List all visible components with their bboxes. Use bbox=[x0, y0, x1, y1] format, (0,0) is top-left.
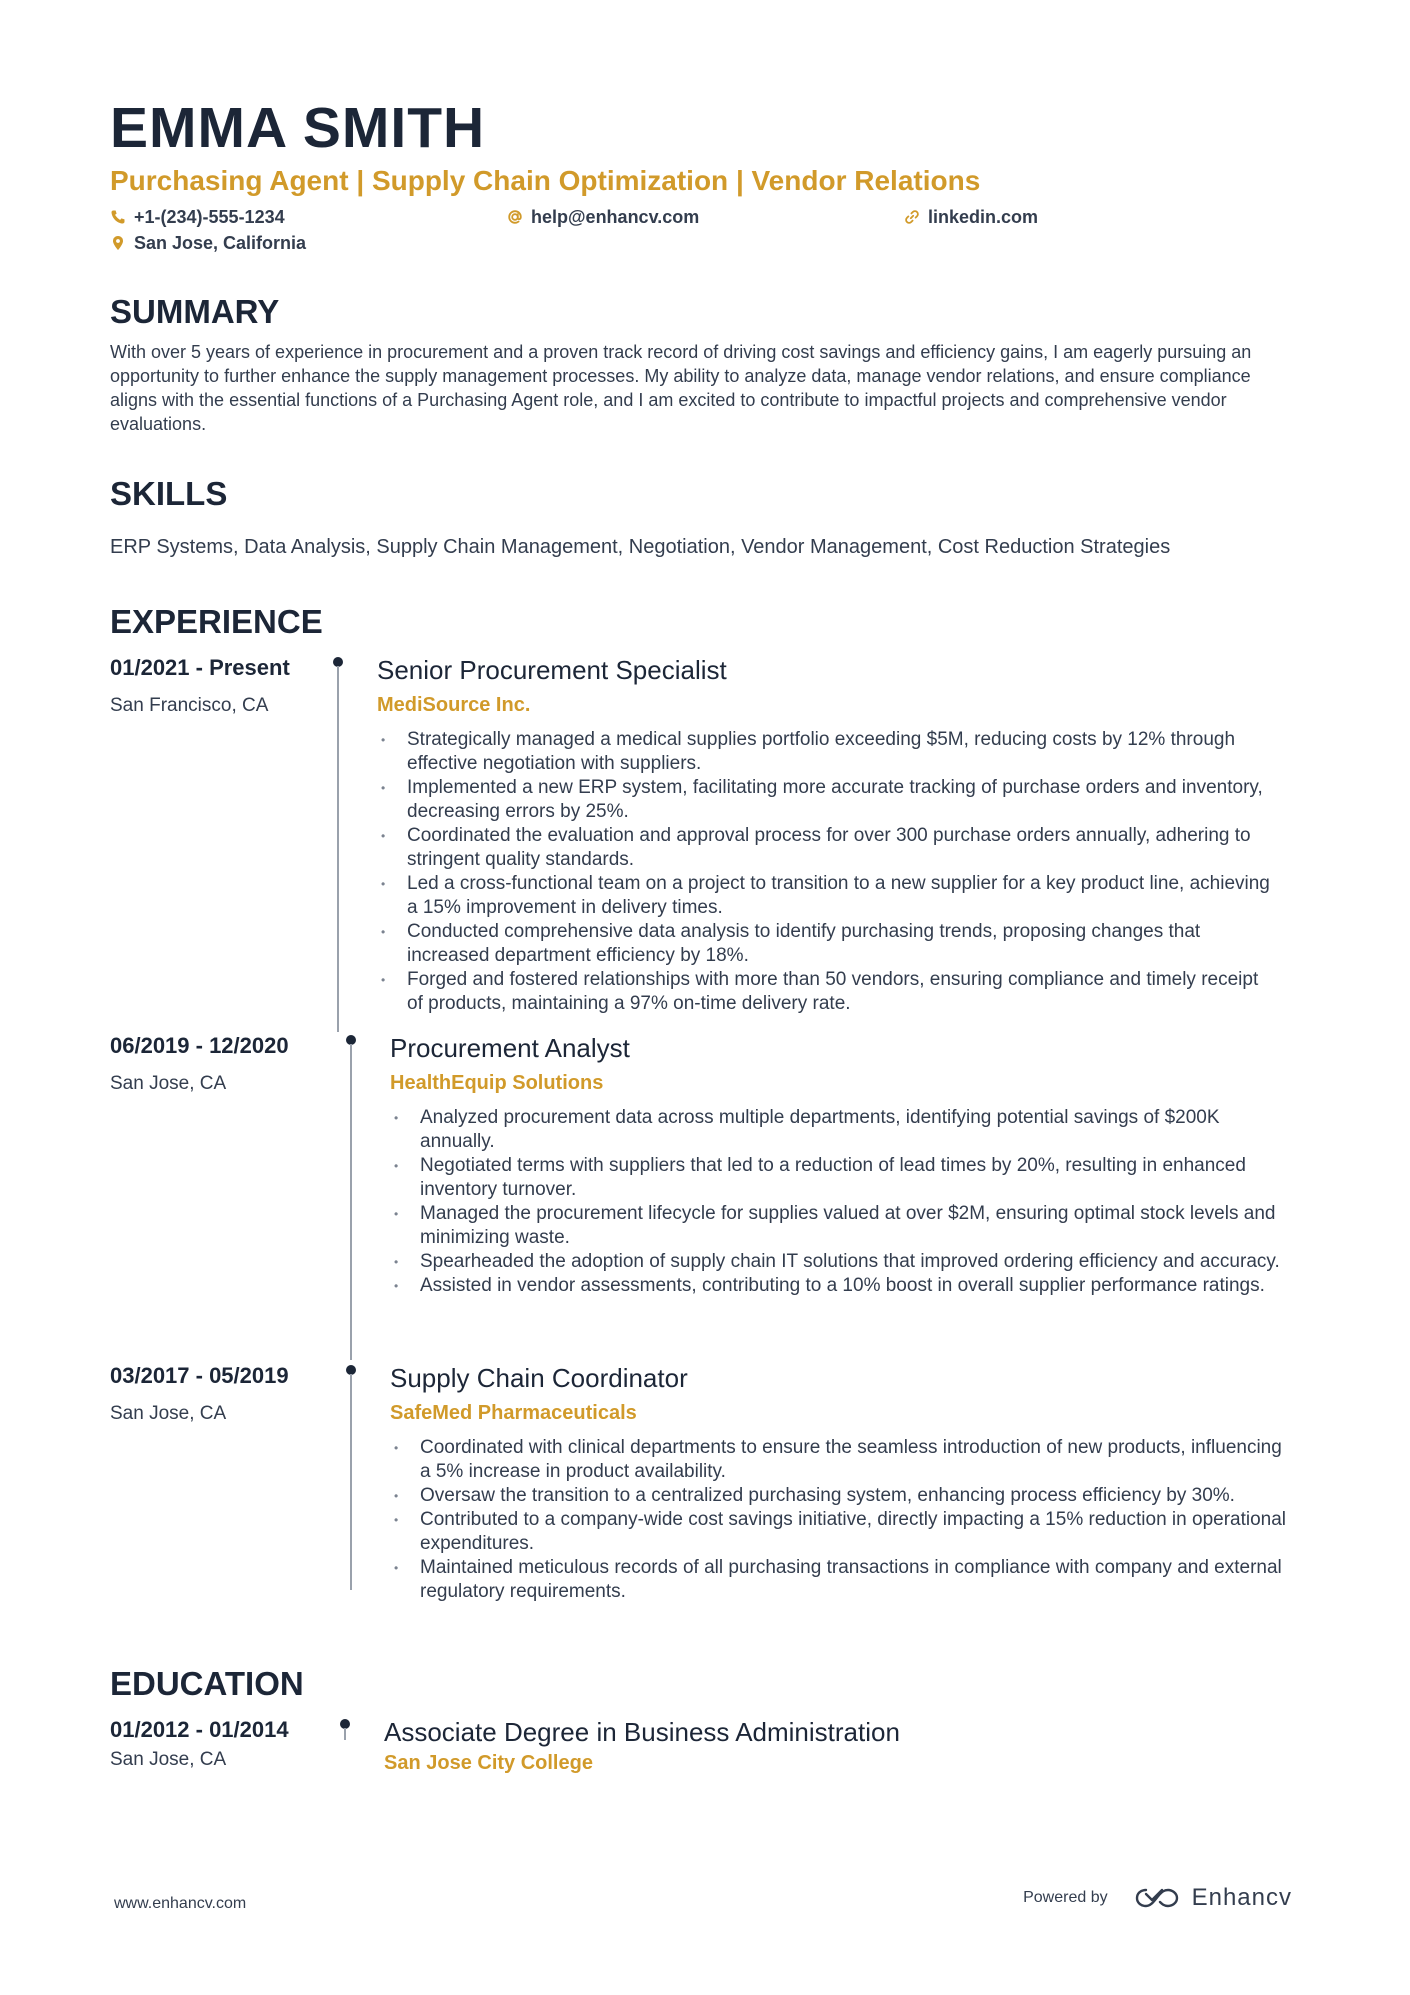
achievement-item: • Maintained meticulous records of all purchasing transactions in compliance with company and external regulatory requirements. bbox=[390, 1556, 1290, 1604]
summary-title: SUMMARY bbox=[110, 293, 280, 330]
entry-date: 03/2017 - 05/2019 bbox=[110, 1363, 289, 1388]
entry-meta bbox=[110, 1362, 330, 1426]
experience-entry bbox=[110, 1032, 1300, 1362]
achievement-item: • Strategically managed a medical supplies portfolio exceeding $5M, reducing costs by 12% through effective negotiation with suppliers. bbox=[377, 728, 1277, 776]
location-pin-icon bbox=[110, 235, 126, 251]
achievement-item: • Spearheaded the adoption of supply chain IT solutions that improved ordering efficiency and accuracy. bbox=[390, 1250, 1290, 1274]
entry-location: San Jose, CA bbox=[110, 1403, 227, 1424]
achievement-item: • Coordinated with clinical departments to ensure the seamless introduction of new products, influencing a 5% increase in product availability. bbox=[390, 1436, 1290, 1484]
email-address: help@enhancv.com bbox=[531, 207, 700, 227]
company-name: SafeMed Pharmaceuticals bbox=[390, 1402, 637, 1424]
job-title: Senior Procurement Specialist bbox=[377, 655, 727, 685]
company-name: HealthEquip Solutions bbox=[390, 1072, 604, 1094]
entry-details bbox=[384, 1716, 1284, 1776]
entry-location: San Francisco, CA bbox=[110, 695, 269, 716]
skills-section bbox=[110, 474, 1300, 560]
entry-date: 06/2019 - 12/2020 bbox=[110, 1033, 289, 1058]
entry-details bbox=[390, 1032, 1290, 1298]
summary-section bbox=[110, 292, 1300, 436]
education-section bbox=[110, 1664, 1300, 1796]
brand-name: Enhancv bbox=[1191, 1884, 1292, 1911]
achievement-item: • Oversaw the transition to a centralized purchasing system, enhancing process efficiency by 30%. bbox=[390, 1484, 1290, 1508]
timeline-line bbox=[337, 666, 339, 1032]
achievement-item: • Analyzed procurement data across multiple departments, identifying potential savings of $200K annually. bbox=[390, 1106, 1290, 1154]
timeline-line bbox=[344, 1728, 346, 1740]
entry-meta bbox=[110, 1032, 330, 1096]
experience-entry bbox=[110, 654, 1300, 1032]
timeline-line bbox=[350, 1374, 352, 1590]
timeline-line bbox=[350, 1044, 352, 1360]
achievement-item: • Forged and fostered relationships with more than 50 vendors, ensuring compliance and timely receipt of products, maintaining a 97% on-time delivery rate. bbox=[377, 968, 1277, 1016]
contact-location bbox=[110, 232, 306, 254]
experience-title: EXPERIENCE bbox=[110, 603, 323, 640]
achievement-item: • Assisted in vendor assessments, contributing to a 10% boost in overall supplier performance ratings. bbox=[390, 1274, 1290, 1298]
contact-linkedin[interactable] bbox=[904, 206, 1038, 228]
summary-text: With over 5 years of experience in procurement and a proven track record of driving cost savings and efficiency gains, I am eagerly pursuing an opportunity to further enhance the supply management processes. My ability to analyze data, manage vendor relations, and ensure compliance aligns with the essential functions of a Purchasing Agent role, and I am excited to contribute to impactful projects and comprehensive vendor evaluations. bbox=[110, 342, 1252, 434]
at-sign-icon bbox=[507, 209, 523, 225]
contact-info bbox=[110, 202, 1300, 258]
company-name: MediSource Inc. bbox=[377, 694, 531, 716]
brand-logo[interactable] bbox=[1134, 1884, 1292, 1912]
entry-location: San Jose, CA bbox=[110, 1073, 227, 1094]
job-title: Procurement Analyst bbox=[390, 1033, 630, 1063]
achievement-item: • Managed the procurement lifecycle for supplies valued at over $2M, ensuring optimal stock levels and minimizing waste. bbox=[390, 1202, 1290, 1250]
footer-website[interactable]: www.enhancv.com bbox=[114, 1895, 247, 1912]
entry-location: San Jose, CA bbox=[110, 1749, 227, 1770]
achievement-item: • Negotiated terms with suppliers that led to a reduction of lead times by 20%, resulting in enhanced inventory turnover. bbox=[390, 1154, 1290, 1202]
achievement-item: • Led a cross-functional team on a project to transition to a new supplier for a key product line, achieving a 15% improvement in delivery times. bbox=[377, 872, 1277, 920]
school-name: San Jose City College bbox=[384, 1752, 593, 1774]
achievement-item: • Conducted comprehensive data analysis to identify purchasing trends, proposing changes that increased department efficiency by 18%. bbox=[377, 920, 1277, 968]
linkedin-url: linkedin.com bbox=[928, 207, 1039, 227]
achievement-item: • Coordinated the evaluation and approval process for over 300 purchase orders annually, adhering to stringent quality standards. bbox=[377, 824, 1277, 872]
degree-title: Associate Degree in Business Administration bbox=[384, 1717, 900, 1747]
entry-date: 01/2021 - Present bbox=[110, 655, 290, 680]
entry-details bbox=[377, 654, 1277, 1016]
powered-by-label: Powered by bbox=[1023, 1889, 1108, 1906]
achievement-list bbox=[377, 728, 1277, 1016]
entry-details bbox=[390, 1362, 1290, 1604]
skills-title: SKILLS bbox=[110, 475, 228, 512]
contact-phone[interactable] bbox=[110, 206, 285, 228]
experience-entry bbox=[110, 1362, 1300, 1664]
job-title: Supply Chain Coordinator bbox=[390, 1363, 688, 1393]
achievement-item: • Implemented a new ERP system, facilitating more accurate tracking of purchase orders and inventory, decreasing errors by 25%. bbox=[377, 776, 1277, 824]
location-text: San Jose, California bbox=[134, 233, 307, 253]
entry-meta bbox=[110, 1716, 330, 1772]
achievement-item: • Contributed to a company-wide cost savings initiative, directly impacting a 15% reduction in operational expenditures. bbox=[390, 1508, 1290, 1556]
education-entry bbox=[110, 1716, 1300, 1796]
contact-email[interactable] bbox=[507, 206, 699, 228]
phone-number: +1-(234)-555-1234 bbox=[134, 207, 285, 227]
education-title: EDUCATION bbox=[110, 1665, 304, 1702]
entry-date: 01/2012 - 01/2014 bbox=[110, 1717, 289, 1742]
phone-icon bbox=[110, 209, 126, 225]
skills-list: ERP Systems, Data Analysis, Supply Chain Management, Negotiation, Vendor Management, Cost Reduction Strategies bbox=[110, 536, 1171, 558]
achievement-list bbox=[390, 1436, 1290, 1604]
footer-branding bbox=[1023, 1884, 1292, 1912]
enhancv-logo-icon bbox=[1134, 1886, 1180, 1910]
candidate-headline: Purchasing Agent | Supply Chain Optimization | Vendor Relations bbox=[110, 165, 981, 196]
achievement-list bbox=[390, 1106, 1290, 1298]
candidate-name: EMMA SMITH bbox=[110, 96, 486, 160]
resume-content bbox=[110, 96, 1300, 1796]
entry-meta bbox=[110, 654, 330, 718]
experience-section bbox=[110, 602, 1300, 1664]
link-icon bbox=[904, 209, 920, 225]
